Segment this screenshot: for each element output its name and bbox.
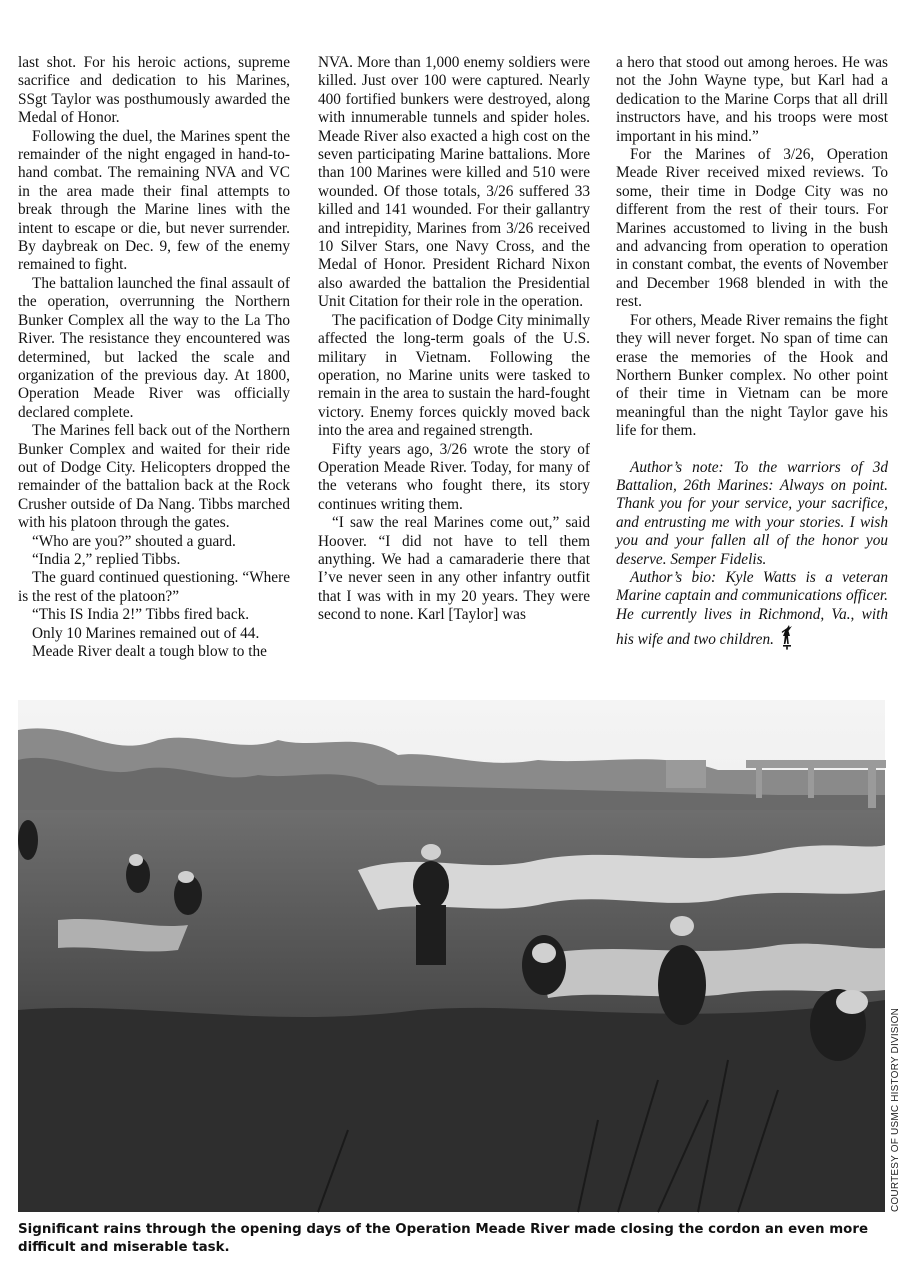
text-column-1: [18, 54, 290, 661]
authors-bio-paragraph: [616, 569, 888, 650]
paragraph: Fifty years ago, 3/26 wrote the story of Operation Meade River. Today, for many of the veterans who fought there, its story continues writing them.: [318, 440, 590, 513]
text-column-2: [318, 54, 590, 625]
paragraph: Meade River dealt a tough blow to the: [32, 643, 267, 660]
text-column-3: [616, 54, 888, 650]
paragraph: Only 10 Marines remained out of 44.: [32, 624, 260, 642]
photo-credit: COURTESY OF USMC HISTORY DIVISION: [890, 1007, 901, 1212]
photo-caption: Significant rains through the opening days of the Operation Meade River made closing the cordon an even more difficult and miserable task.: [18, 1222, 869, 1255]
authors-bio: Author’s bio: Kyle Watts is a veteran Marine captain and communications officer. He currently lives in Richmond, Va., with his wife and two children.: [616, 568, 888, 649]
end-mark-icon: [780, 624, 794, 650]
paragraph: The pacification of Dodge City minimally affected the long-term goals of the U.S. military in Vietnam. Following the operation, no Marine units were tasked to remain in the area to sustain the hard-fought victory. Enemy forces quickly moved back into the area and regained strength.: [318, 311, 590, 440]
photo: [18, 700, 885, 1212]
paragraph: “India 2,” replied Tibbs.: [32, 550, 181, 568]
paragraph: last shot. For his heroic actions, supreme sacrifice and dedication to his Marines, SSgt Taylor was posthumously awarded the Medal of Honor.: [18, 54, 290, 127]
authors-note: Author’s note: To the warriors of 3d Battalion, 26th Marines: Always on point. Thank you for your service, your sacrifice, and entrusting me with your stories. I wish you and your fallen all of the honor you deserve. Semper Fidelis.: [616, 458, 888, 568]
paragraph: “I saw the real Marines come out,” said Hoover. “I did not have to tell them anything. We had a camaraderie there that I’ve never seen in any other infantry outfit that I was with in my 20 years. They were second to none. Karl [Taylor] was: [318, 514, 590, 624]
paragraph: The Marines fell back out of the Northern Bunker Complex and waited for their ride out of Dodge City. Helicopters dropped the remainder of the battalion back at the Rock Crusher outside of Da Nang. Tibbs marched with his platoon through the gates.: [18, 422, 290, 532]
paragraph: The guard continued questioning. “Where is the rest of the platoon?”: [18, 569, 290, 605]
paragraph: NVA. More than 1,000 enemy soldiers were killed. Just over 100 were captured. Nearly 400 fortified bunkers were destroyed, along with innumerable tunnels and spider holes. Meade River also exacted a high cost on the seven participating Marine battalions. More than 100 Marines were killed and 510 were wounded. Of those totals, 3/26 suffered 33 killed and 141 wounded. For their gallantry and intrepidity, Marines from 3/26 received 10 Silver Stars, one Navy Cross, and the Medal of Honor. President Richard Nixon also awarded the battalion the Presidential Unit Citation for their role in the operation.: [318, 54, 590, 311]
paragraph: “Who are you?” shouted a guard.: [32, 532, 236, 550]
marines-wading-photo: [18, 700, 885, 1212]
paragraph: Following the duel, the Marines spent the remainder of the night engaged in hand-to-hand combat. The remaining NVA and VC in the area made their final attempts to break through the Marine lines with the intent to escape or die, but never surrender. By daybreak on Dec. 9, few of the enemy remained to fight.: [18, 127, 290, 274]
paragraph: a hero that stood out among heroes. He was not the John Wayne type, but Karl had a dedication to the Marine Corps that all drill instructors have, and his troops were most important in his mind.”: [616, 54, 888, 145]
paragraph: The battalion launched the final assault of the operation, overrunning the Northern Bunker Complex all the way to the La Tho River. The resistance they encountered was determined, but lacked the scale and organization of the previous day. At 1800, Operation Meade River was officially declared complete.: [18, 274, 290, 421]
paragraph: “This IS India 2!” Tibbs fired back.: [32, 606, 250, 624]
article-columns: [18, 54, 890, 660]
paragraph: For the Marines of 3/26, Operation Meade River received mixed reviews. To some, their time in Dodge City was no different from the rest of their tours. For Marines accustomed to living in the bush and advancing from operation to operation in constant combat, the events of November and December 1968 blended in with the rest.: [616, 146, 888, 311]
paragraph: For others, Meade River remains the fight they will never forget. No span of time can erase the memories of the Hook and Northern Bunker complex. No other point of their time in Vietnam can be more meaningful than the night Taylor gave his life for them.: [616, 311, 888, 440]
